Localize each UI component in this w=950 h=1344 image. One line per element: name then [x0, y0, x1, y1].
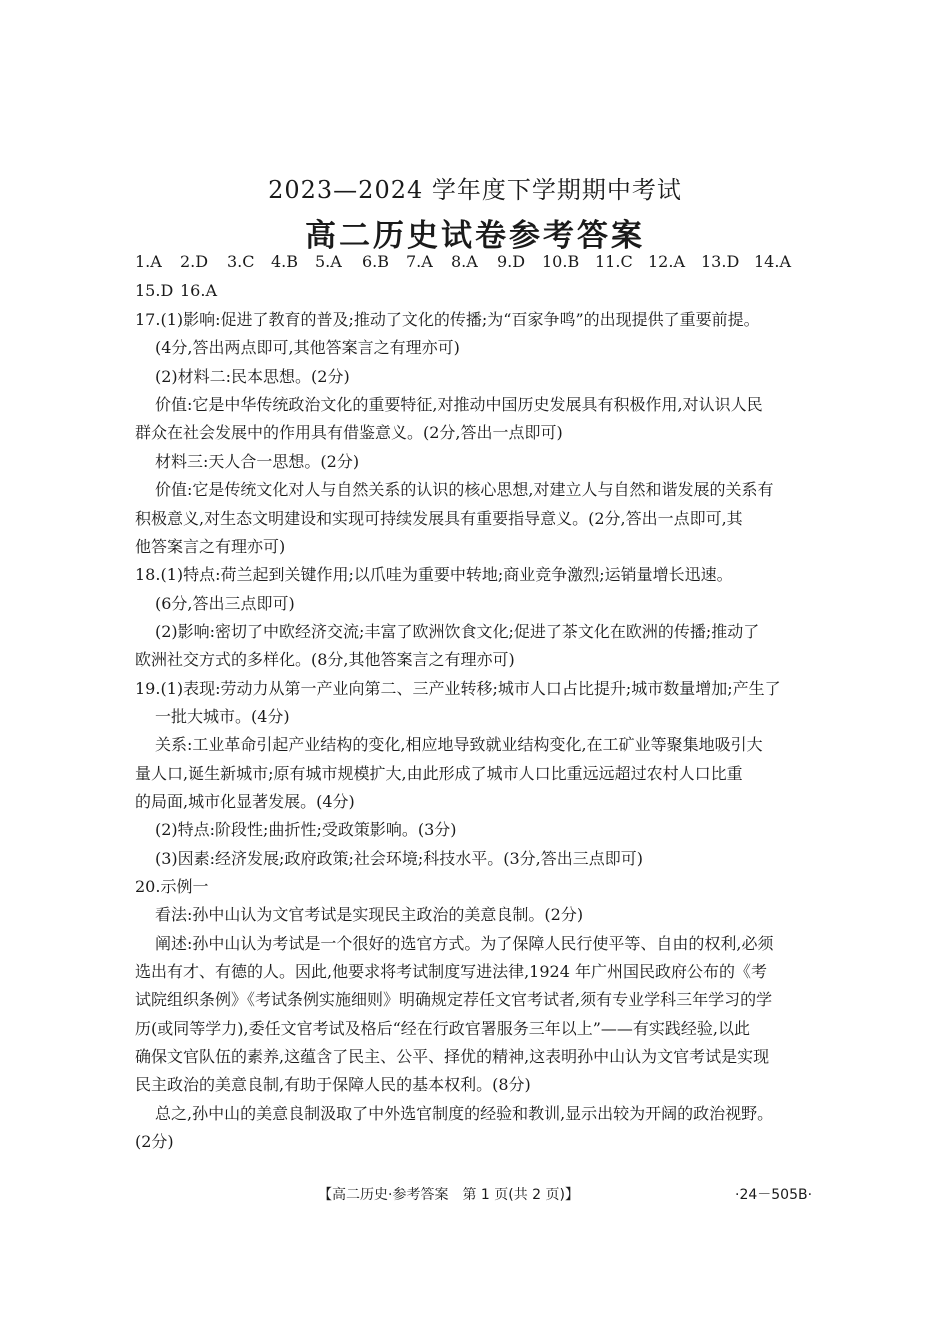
answer-line: 一批大城市。(4分): [155, 707, 290, 726]
answer-line: 19.(1)表现:劳动力从第一产业向第二、三产业转移;城市人口占比提升;城市数量增加;产生了: [135, 679, 781, 698]
answer-line: 民主政治的美意良制,有助于保障人民的基本权利。(8分): [135, 1075, 531, 1094]
choice-answer: 9.D: [497, 252, 526, 271]
answer-line: 积极意义,对生态文明建设和实现可持续发展具有重要指导意义。(2分,答出一点即可,其: [135, 509, 743, 528]
footer-code: ·24－505B·: [735, 1187, 813, 1203]
choice-answer: 15.D: [135, 281, 174, 300]
answer-line: 选出有才、有德的人。因此,他要求将考试制度写进法律,1924 年广州国民政府公布的《考: [135, 962, 767, 981]
choice-answer: 3.C: [227, 252, 255, 271]
answer-line: 的局面,城市化显著发展。(4分): [135, 792, 355, 811]
answer-line: (2)特点:阶段性;曲折性;受政策影响。(3分): [155, 820, 457, 839]
answer-line: 价值:它是中华传统政治文化的重要特征,对推动中国历史发展具有积极作用,对认识人民: [155, 395, 763, 414]
choice-answer: 7.A: [406, 252, 433, 271]
answer-line: 确保文官队伍的素养,这蕴含了民主、公平、择优的精神,这表明孙中山认为文官考试是实现: [135, 1047, 770, 1066]
answer-line: 他答案言之有理亦可): [135, 537, 286, 556]
choice-answer: 5.A: [315, 252, 342, 271]
answer-line: 看法:孙中山认为文官考试是实现民主政治的美意良制。(2分): [155, 905, 584, 924]
answer-line: 群众在社会发展中的作用具有借鉴意义。(2分,答出一点即可): [135, 423, 563, 442]
answer-line: 18.(1)特点:荷兰起到关键作用;以爪哇为重要中转地;商业竞争激烈;运销量增长迅速。: [135, 565, 733, 584]
choice-answer: 6.B: [362, 252, 390, 271]
choice-answer: 2.D: [180, 252, 209, 271]
answer-line: 20.示例一: [135, 877, 209, 896]
answer-line: 历(或同等学力),委任文官考试及格后“经在行政官署服务三年以上”——有实践经验,以此: [135, 1019, 751, 1038]
answer-line: 阐述:孙中山认为考试是一个很好的选官方式。为了保障人民行使平等、自由的权利,必须: [155, 934, 774, 953]
choice-answer: 10.B: [542, 252, 580, 271]
answer-line: 总之,孙中山的美意良制汲取了中外选官制度的经验和教训,显示出较为开阔的政治视野。: [155, 1104, 774, 1123]
footer-page-info: 【高二历史·参考答案 第 1 页(共 2 页)】: [318, 1187, 579, 1203]
choice-answer: 11.C: [595, 252, 633, 271]
exam-title: 2023—2024 学年度下学期期中考试: [268, 176, 682, 204]
answer-line: 欧洲社交方式的多样化。(8分,其他答案言之有理亦可): [135, 650, 515, 669]
choice-answer: 8.A: [451, 252, 478, 271]
choice-answer: 1.A: [135, 252, 162, 271]
answer-line: 材料三:天人合一思想。(2分): [155, 452, 360, 471]
answer-line: (2)影响:密切了中欧经济交流;丰富了欧洲饮食文化;促进了茶文化在欧洲的传播;推动了: [155, 622, 760, 641]
answer-line: 试院组织条例》《考试条例实施细则》明确规定荐任文官考试者,须有专业学科三年学习的学: [135, 990, 773, 1009]
answer-line: 量人口,诞生新城市;原有城市规模扩大,由此形成了城市人口比重远远超过农村人口比重: [135, 764, 743, 783]
answer-line: 17.(1)影响:促进了教育的普及;推动了文化的传播;为“百家争鸣”的出现提供了重要前提。: [135, 310, 760, 329]
answer-line: (4分,答出两点即可,其他答案言之有理亦可): [155, 338, 460, 357]
choice-answer: 16.A: [180, 281, 217, 300]
answer-line: 关系:工业革命引起产业结构的变化,相应地导致就业结构变化,在工矿业等聚集地吸引大: [155, 735, 763, 754]
answer-line: 价值:它是传统文化对人与自然关系的认识的核心思想,对建立人与自然和谐发展的关系有: [155, 480, 774, 499]
answer-line: (3)因素:经济发展;政府政策;社会环境;科技水平。(3分,答出三点即可): [155, 849, 643, 868]
choice-answer: 4.B: [271, 252, 299, 271]
answer-line: (2分): [135, 1132, 174, 1151]
choice-answer: 12.A: [648, 252, 685, 271]
choice-answer: 14.A: [754, 252, 791, 271]
choice-answer: 13.D: [701, 252, 740, 271]
page-title: 高二历史试卷参考答案: [305, 218, 645, 254]
answer-line: (6分,答出三点即可): [155, 594, 295, 613]
answer-line: (2)材料二:民本思想。(2分): [155, 367, 350, 386]
